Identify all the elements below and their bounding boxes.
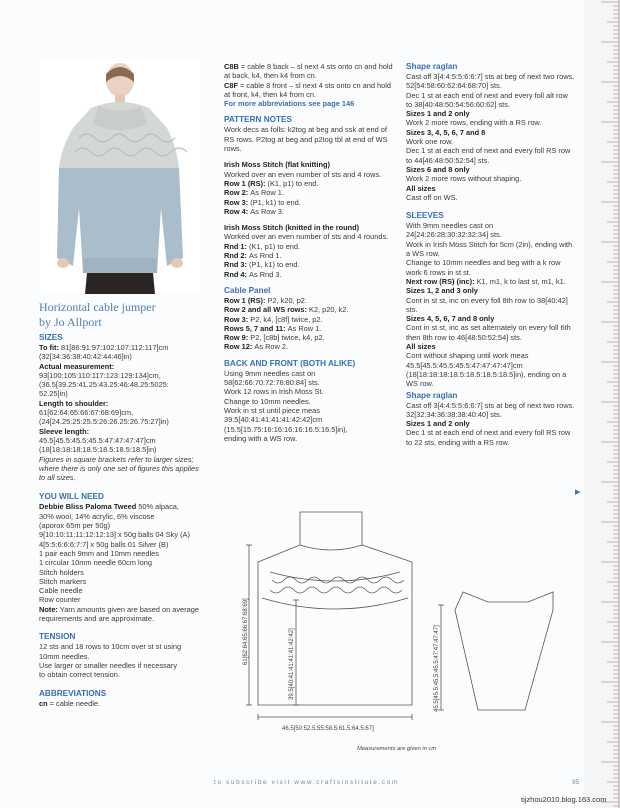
sizes-line: To fit: 81[86:91:97:102:107:112:117]cm xyxy=(39,343,169,352)
irish-round-intro: Worked over an even number of sts and 4 rounds. xyxy=(224,232,389,242)
diagram-body-length: 61[62:64:65:66:67:68:69] xyxy=(243,598,249,665)
tension-line: Use larger or smaller needles if necessary xyxy=(39,660,178,670)
shape-raglan-heading-2: Shape raglan xyxy=(406,390,458,400)
column-right xyxy=(406,62,576,447)
you-will-need-heading: YOU WILL NEED xyxy=(39,492,104,502)
sleeves-line: Change to 10mm needles and beg with a k row work 6 rows in st st. xyxy=(406,258,561,277)
diagram-width: 46.5[50:52.5:55:58.5:61.5:64.5:67] xyxy=(282,726,374,732)
designer-name: by Jo Allport xyxy=(39,315,102,329)
abbr-cn xyxy=(39,699,207,708)
irish-flat-row: Row 3: (P1, k1) to end. xyxy=(224,197,301,207)
sizes-heading: SIZES xyxy=(39,333,63,342)
more-abbreviations-link[interactable]: For more abbreviations see page 146 xyxy=(224,99,355,109)
need-item: 1 pair each 9mm and 10mm needles xyxy=(39,548,159,558)
back-front-line: ending with a WS row. xyxy=(224,433,298,443)
irish-flat-rows xyxy=(224,179,394,216)
column-left xyxy=(39,333,207,708)
irish-round-heading: Irish Moss Stitch (knitted in the round) xyxy=(224,223,360,233)
raglan-line: Work 2 more rows without shaping. xyxy=(406,174,522,184)
yarn-note xyxy=(39,605,207,624)
sleeves-lines xyxy=(406,221,576,388)
sleeves-line: Sizes 4, 5, 6, 7 and 8 only xyxy=(406,314,495,324)
abbr-c8f xyxy=(224,81,394,100)
need-item: Cable needle xyxy=(39,586,83,596)
sleeves-line: Cont in st st, inc as set alternately on every foll 6th then 8th row to 46[48:50:52:54] sts. xyxy=(406,323,571,342)
raglan-line: Dec 1 st at each end of next and every foll alt row to 38[40:48:50:54:56:60:62] sts. xyxy=(406,90,568,109)
sizes-line: 45.5[45.5:45.5:45.5:47:47:47:47]cm xyxy=(39,435,156,445)
cable-panel-row: Row 1 (RS): P2, k20, p2. xyxy=(224,295,307,305)
raglan-line: Sizes 1 and 2 only xyxy=(406,109,470,119)
sleeves-line: All sizes xyxy=(406,342,436,352)
pattern-notes-text: Work decs as folls: k2tog at beg and ssk at end of RS rows. P2tog at beg and p2tog tbl at end of WS rows. xyxy=(224,125,388,154)
sleeves-heading: SLEEVES xyxy=(406,211,444,221)
need-item: 1 circular 10mm needle 60cm long xyxy=(39,558,152,568)
raglan-line: Cast off 3[4:4:5:5:6:6:7] sts at beg of next two rows. xyxy=(406,400,575,410)
raglan-line: Sizes 6 and 8 only xyxy=(406,164,470,174)
needs-list xyxy=(39,549,207,605)
sleeves-line: Sizes 1, 2 and 3 only xyxy=(406,286,478,296)
watermark: tijzhou2010.blog.163.com xyxy=(521,795,607,804)
back-front-line: 39.5[40:41:41:41:41:42:42]cm xyxy=(224,415,323,425)
tension-heading: TENSION xyxy=(39,632,76,642)
sizes-line: (36.5[39.25:41.25:43.25:46:48.25:5025: xyxy=(39,380,169,390)
irish-flat-row: Row 4: As Row 3. xyxy=(224,206,284,216)
abbr-cn-term: cn xyxy=(39,698,48,708)
need-item: Stitch markers xyxy=(39,576,87,586)
irish-flat-heading: Irish Moss Stitch (flat knitting) xyxy=(224,160,330,170)
note-label: Note: xyxy=(39,604,58,614)
back-front-line: Work 12 rows in Irish Moss St. xyxy=(224,387,324,397)
note-text: Yarn amounts given are based on average requirements and are approximate. xyxy=(39,604,199,624)
body-outline xyxy=(258,512,412,705)
abbr-c8b xyxy=(224,62,394,81)
cable-panel-row: Row 3: P2, k4, [c8f] twice, p2. xyxy=(224,314,323,324)
cable-panel-row: Rows 5, 7 and 11: As Row 1. xyxy=(224,323,322,333)
irish-flat-row: Row 1 (RS): (K1, p1) to end. xyxy=(224,178,319,188)
diagram-caption: Measurements are given in cm xyxy=(357,746,437,752)
sleeves-line: Cont in st st, inc on every foll 8th row to 38[40:42] sts. xyxy=(406,295,568,314)
sizes-line: Actual measurement: xyxy=(39,361,115,371)
shape-raglan-heading-1: Shape raglan xyxy=(406,62,458,71)
yarn-description: Debbie Bliss Paloma Tweed 50% alpaca, 30% wool, 14% acrylic, 6% viscose (aporox 65m per 50g) 9[10:10:11:11:12:12:13] x 50g balls 04 Sky (A) 4[5:5:6:6:6:7:7] x 50g balls 01 Silver (B) xyxy=(39,502,190,549)
raglan-line: Work one row. xyxy=(406,137,454,147)
model-photo xyxy=(39,58,200,294)
irish-round-row: Rnd 4: As Rnd 3. xyxy=(224,269,282,279)
sizes-line: (18[18:18:18:18.5:18.5:18.5:18.5]in) xyxy=(39,445,157,455)
pattern-title-block xyxy=(39,300,156,330)
irish-round-row: Rnd 1: (K1, p1) to end. xyxy=(224,241,300,251)
sizes-note: Figures in square brackets refer to larger sizes; where there is only one set of figures this applies to all sizes. xyxy=(39,454,199,483)
sleeve-outline xyxy=(455,592,553,710)
need-item: Row counter xyxy=(39,595,81,605)
irish-round-rows xyxy=(224,242,394,279)
page-number: 95 xyxy=(572,779,580,786)
sizes-line: 52.25]in) xyxy=(39,389,68,399)
sizes-lines xyxy=(39,343,207,455)
need-item: Stitch holders xyxy=(39,567,84,577)
cable-panel-row: Row 2 and all WS rows: K2, p20, k2. xyxy=(224,305,349,315)
column-middle xyxy=(224,62,394,443)
back-front-heading: BACK AND FRONT (BOTH ALIKE) xyxy=(224,358,356,368)
sizes-line: 61[62:64:65:66:67:68:69]cm, xyxy=(39,408,134,418)
tension-line: 12 sts and 18 rows to 10cm over st st using xyxy=(39,642,182,652)
raglan-line: All sizes xyxy=(406,183,436,193)
cable-panel-row: Row 9: P2, [c8b] twice, k4, p2. xyxy=(224,333,325,343)
raglan-line: Sizes 1 and 2 only xyxy=(406,419,470,429)
back-front-line: Change to 10mm needles. xyxy=(224,396,311,406)
sleeves-line: With 9mm needles cast on 24[24:26:28:30:32:32:34] sts. xyxy=(406,221,502,240)
sleeves-line: Work in Irish Moss Stitch for 5cm (2in), ending with a WS row. xyxy=(406,239,573,259)
abbr-c8b-term: C8B xyxy=(224,62,239,71)
footer-subscribe[interactable]: to subscribe visit www.craftsinstitute.com xyxy=(214,779,399,786)
sizes-line: Sleeve length: xyxy=(39,426,90,436)
sleeves-line: Cont without shaping until work meas 45.5[45.5:45.5:45.5:47:47:47:47]cm (18[18:18:18:18.5:18.5:18.5:18.5]in), ending on a WS row. xyxy=(406,351,567,389)
sizes-line: 93[100:105:110:117:123:129:134]cm, xyxy=(39,370,161,380)
raglan-line: Work 2 more rows, ending with a RS row. xyxy=(406,118,542,128)
irish-flat-intro: Worked over an even number of sts and 4 rows. xyxy=(224,169,382,179)
cable-panel-heading: Cable Panel xyxy=(224,285,271,295)
back-front-line: (15.5[15.75:16:16:16:16:16.5:16.5]in), xyxy=(224,424,348,434)
yarn-name: Debbie Bliss Paloma Tweed xyxy=(39,502,137,512)
irish-flat-row: Row 2: As Row 1. xyxy=(224,188,284,198)
tension-lines xyxy=(39,642,207,679)
shape-raglan-lines-1 xyxy=(406,72,576,202)
raglan-line: Cast off on WS. xyxy=(406,192,458,202)
back-front-line: 58[62:66:70:72:76:80:84] sts. xyxy=(224,378,320,388)
pattern-notes-heading: PATTERN NOTES xyxy=(224,115,292,125)
sizes-line: (32[34:36:38:40:42:44:46]in) xyxy=(39,352,132,362)
abbr-c8f-term: C8F xyxy=(224,80,238,90)
back-front-lines xyxy=(224,369,394,443)
back-front-line: Work in st st until piece meas xyxy=(224,405,320,415)
tension-line: to obtain correct tension. xyxy=(39,670,120,680)
raglan-line: 32[32:34:36:38:38:40:40] sts. xyxy=(406,409,502,419)
abbr-cn-def: = cable needle. xyxy=(47,698,101,708)
raglan-line: Cast off 3[4:4:5:5:6:6:7] sts at beg of next two rows. 52[54:58:60:62:64:68:70] sts. xyxy=(406,72,575,91)
raglan-line: Sizes 3, 4, 5, 6, 7 and 8 xyxy=(406,127,486,137)
abbr-c8f-def: = cable 8 front – sl next 4 sts onto cn and hold at front, k4, then k4 from cn. xyxy=(224,80,392,99)
pattern-title: Horizontal cable jumper xyxy=(39,300,156,314)
sizes-line: (24[24.25:25:25.5:26:26.25:26.75:27]in) xyxy=(39,417,169,427)
sleeves-line: Next row (RS) (inc): K1, m1, k to last st, m1, k1. xyxy=(406,276,566,286)
irish-round-row: Rnd 3: (P1, k1) to end. xyxy=(224,260,300,270)
irish-round-row: Rnd 2: As Rnd 1. xyxy=(224,251,282,261)
sizes-line: Length to shoulder: xyxy=(39,398,109,408)
cable-panel-row: Row 12: As Row 2. xyxy=(224,342,289,352)
abbreviations-heading: ABBREVIATIONS xyxy=(39,688,107,698)
cable-panel-rows xyxy=(224,296,394,352)
measuring-ruler xyxy=(584,0,620,808)
abbr-c8b-def: = cable 8 back – sl next 4 sts onto cn and hold at back, k4, then k4 from cn. xyxy=(224,62,393,81)
shape-raglan-lines-2 xyxy=(406,401,576,447)
raglan-line: Dec 1 st at each end of next and every foll RS row to 22 sts, ending with a RS row. xyxy=(406,428,571,447)
raglan-line: Dec 1 st at each end of next and every foll RS row to 44[46:48:50:52:54] sts. xyxy=(406,146,571,165)
continue-arrow-icon: ▶ xyxy=(575,489,581,496)
tension-line: 10mm needles. xyxy=(39,651,90,661)
diagram-side-length: 39.5[40:41:41:41:41:42:42] xyxy=(289,628,295,700)
back-front-line: Using 9mm needles cast on xyxy=(224,368,316,378)
diagram-sleeve-length: 45.5[45.5:45.5:45.5:47:47:47:47] xyxy=(434,625,440,712)
